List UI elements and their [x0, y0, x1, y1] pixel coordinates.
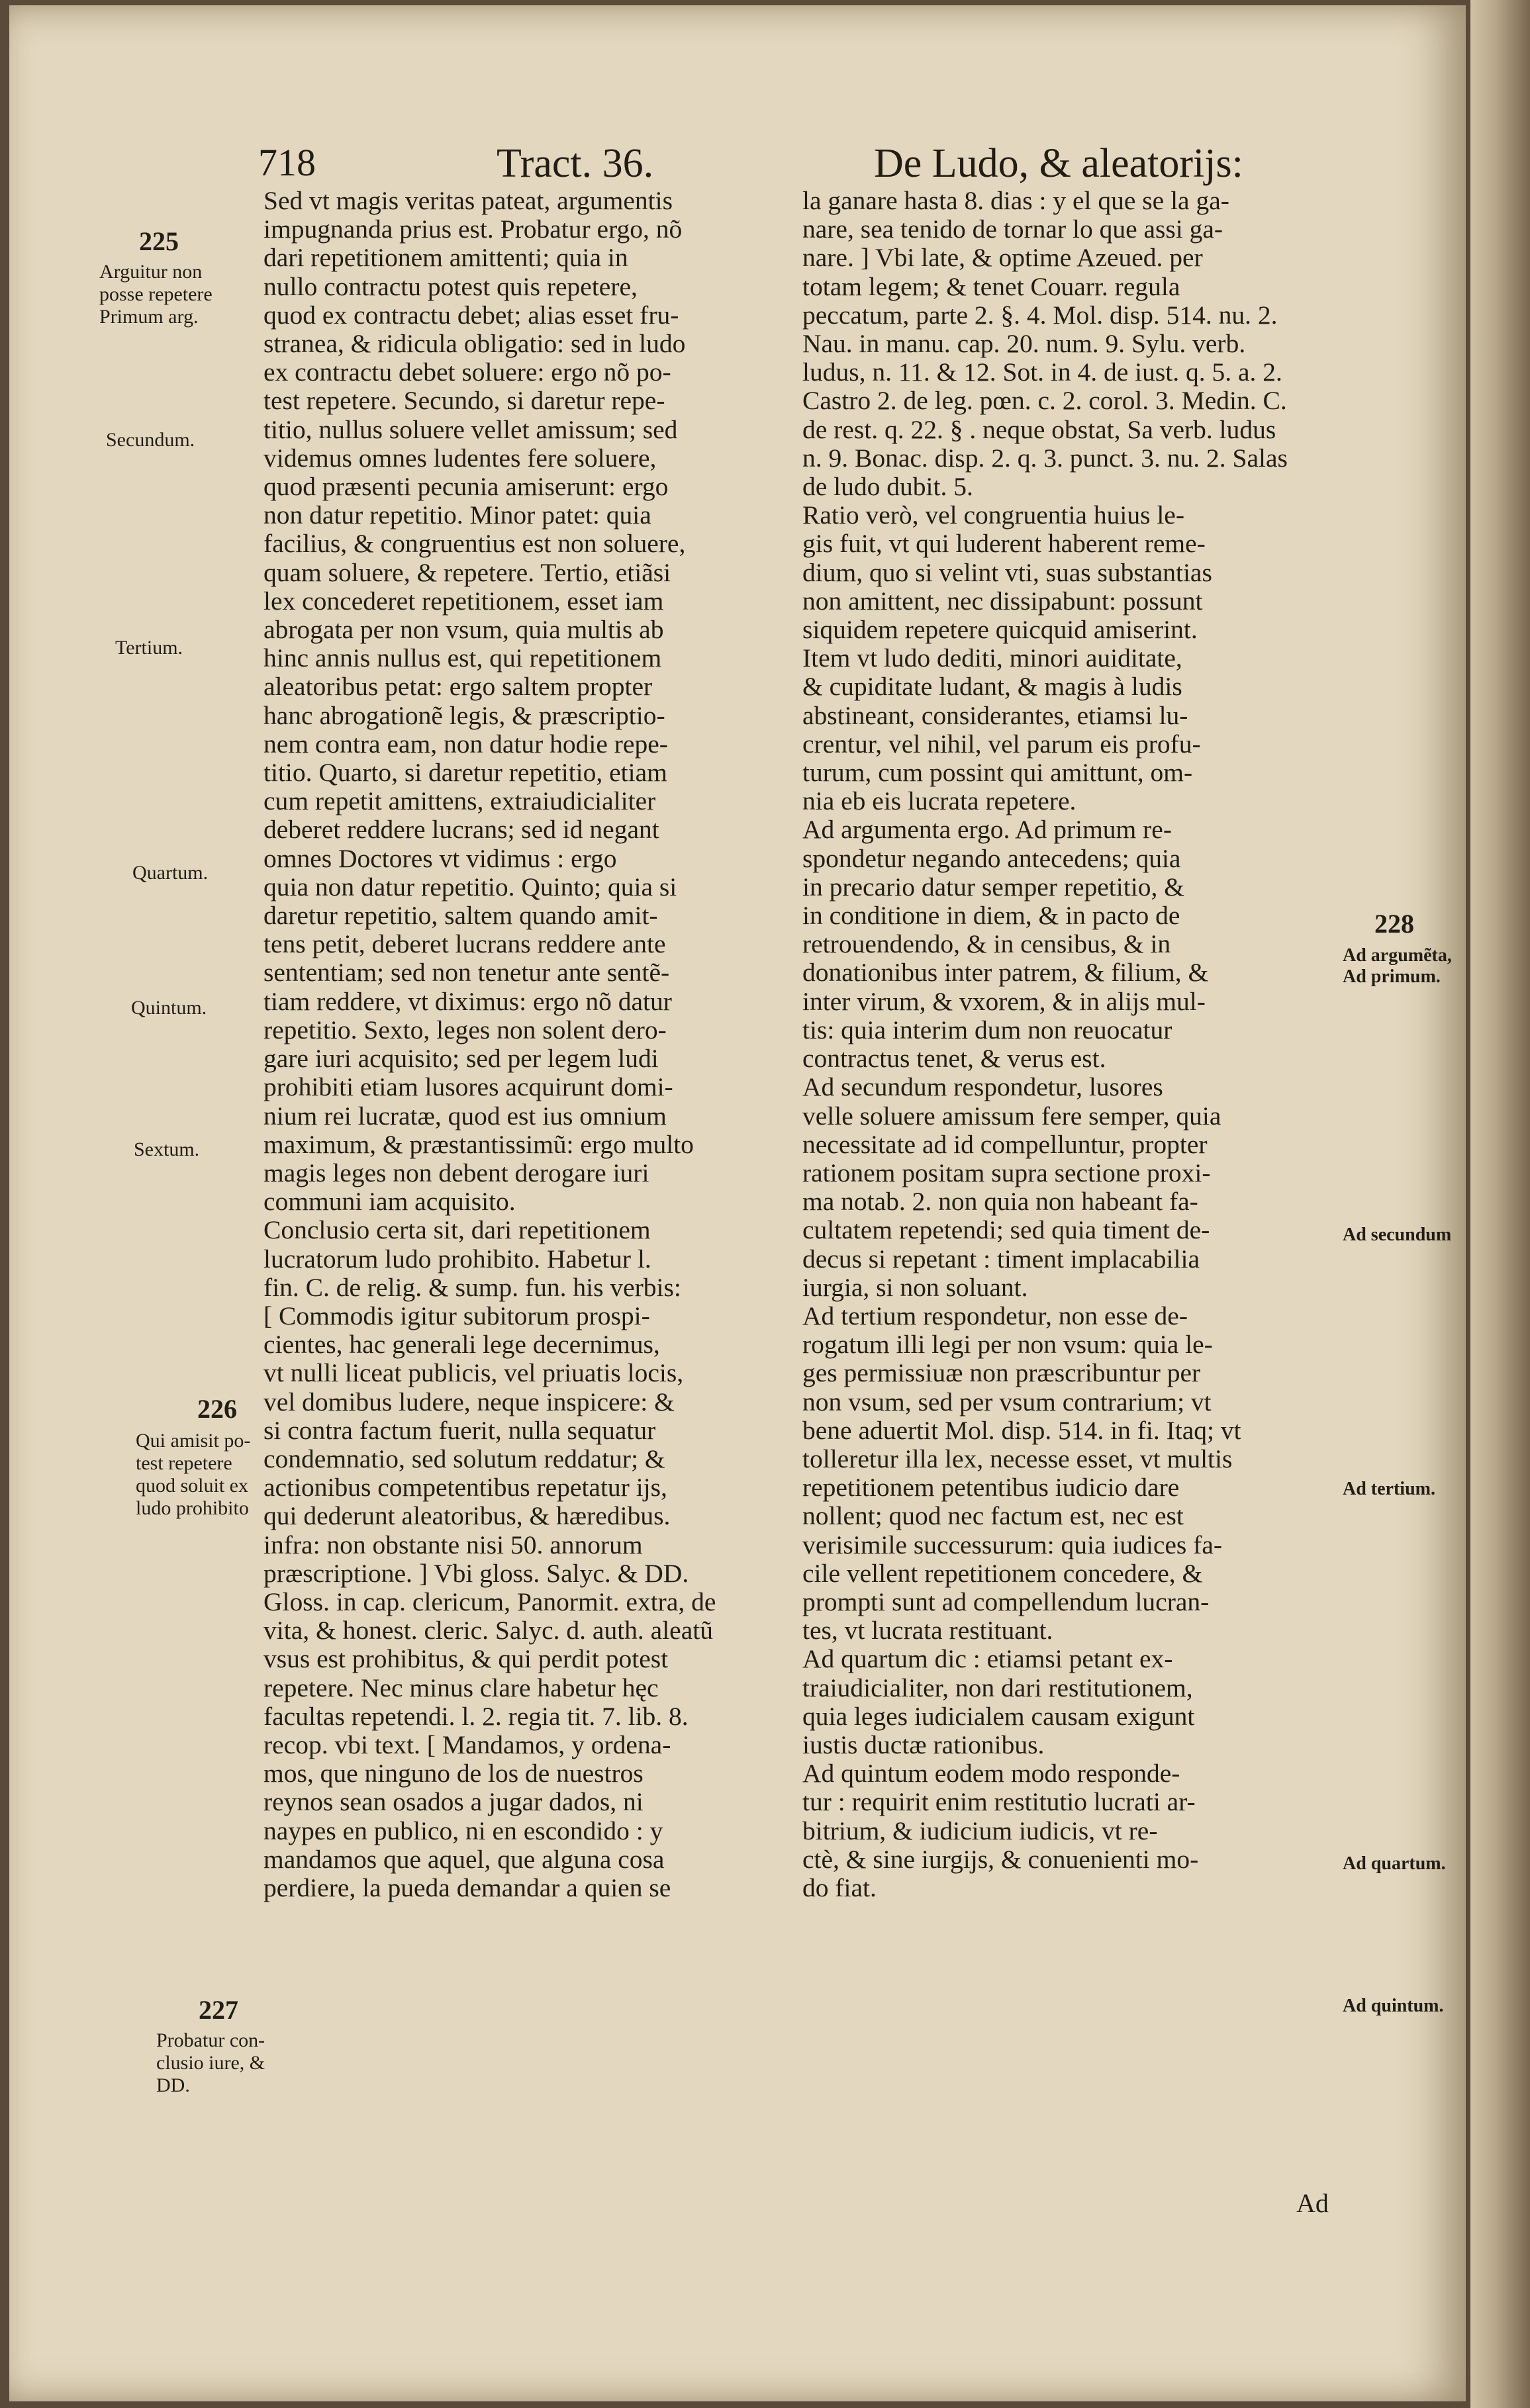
- text-line: præscriptione. ] Vbi gloss. Salyc. & DD.: [263, 1558, 689, 1588]
- text-line: Ad secundum respondetur, lusores: [802, 1072, 1163, 1102]
- text-line: totam legem; & tenet Couarr. regula: [802, 271, 1180, 301]
- margin-line: Qui amisit po-: [136, 1430, 251, 1452]
- text-line: lucratorum ludo prohibito. Habetur l.: [263, 1244, 651, 1273]
- text-line: rationem positam supra sectione proxi-: [802, 1158, 1211, 1187]
- margin-line: Probatur con-: [156, 2029, 265, 2051]
- margin-note-quartum: Quartum.: [132, 862, 209, 884]
- text-line: ex contractu debet soluere: ergo nõ po-: [263, 357, 671, 387]
- margin-note-tertium: Tertium.: [115, 637, 183, 659]
- catchword: Ad: [1296, 2188, 1329, 2218]
- text-line: Ad tertium respondetur, non esse de-: [802, 1301, 1188, 1330]
- text-line: peccatum, parte 2. §. 4. Mol. disp. 514. nu. 2.: [802, 300, 1278, 330]
- text-line: cile vellent repetitionem concedere, &: [802, 1558, 1203, 1588]
- text-line: ludus, n. 11. & 12. Sot. in 4. de iust. q. 5. a. 2.: [802, 357, 1282, 387]
- text-line: nare. ] Vbi late, & optime Azeued. per: [802, 243, 1203, 273]
- margin-note-arguitur: [99, 261, 255, 328]
- text-line: reynos sean osados a jugar dados, ni: [263, 1787, 644, 1817]
- text-line: facilius, & congruentius est non soluere,: [263, 529, 686, 559]
- text-line: vt nulli liceat publicis, vel priuatis locis,: [263, 1358, 684, 1388]
- text-line: cientes, hac generali lege decernimus,: [263, 1330, 660, 1360]
- text-line: Sed vt magis veritas pateat, argumentis: [263, 186, 673, 215]
- text-line: gis fuit, vt qui luderent haberent reme-: [802, 529, 1206, 559]
- text-line: non datur repetitio. Minor patet: quia: [263, 500, 651, 530]
- text-line: cum repetit amittens, extraiudicialiter: [263, 786, 656, 816]
- text-line: repetere. Nec minus clare habetur hęc: [263, 1673, 659, 1702]
- margin-note-ad-secundum: Ad secundum: [1343, 1225, 1452, 1245]
- margin-line: posse repetere: [99, 283, 213, 305]
- page-edge: [1470, 0, 1530, 2408]
- text-line: & cupiditate ludant, & magis à ludis: [802, 672, 1182, 702]
- margin-note-quintum: Quintum.: [131, 997, 207, 1019]
- text-line: mandamos que aquel, que alguna cosa: [263, 1844, 665, 1874]
- text-line: nullo contractu potest quis repetere,: [263, 271, 638, 301]
- text-line: vsus est prohibitus, & qui perdit potest: [263, 1644, 669, 1674]
- text-line: spondetur negando antecedens; quia: [802, 843, 1181, 873]
- text-line: tur : requirit enim restitutio lucrati ar-: [802, 1787, 1196, 1817]
- text-line: repetitionem petentibus iudicio dare: [802, 1473, 1180, 1503]
- margin-note-ad-quartum: Ad quartum.: [1343, 1853, 1446, 1874]
- text-line: titio, nullus soluere vellet amissum; sed: [263, 414, 678, 444]
- page-number: 718: [258, 141, 316, 184]
- text-line: perdiere, la pueda demandar a quien se: [263, 1873, 671, 1902]
- text-line: qui dederunt aleatoribus, & hæredibus.: [263, 1501, 671, 1531]
- text-line: tiam reddere, vt diximus: ergo nõ datur: [263, 986, 672, 1016]
- text-line: daretur repetitio, saltem quando amit-: [263, 901, 658, 931]
- text-line: si contra factum fuerit, nulla sequatur: [263, 1415, 656, 1445]
- text-line: non vsum, sed per vsum contrarium; vt: [802, 1387, 1212, 1416]
- running-title: De Ludo, & aleatorijs:: [874, 141, 1243, 186]
- text-line: rogatum illi legi per non vsum: quia le-: [802, 1330, 1213, 1360]
- text-line: hanc abrogationẽ legis, & præscriptio-: [263, 700, 665, 730]
- text-line: [ Commodis igitur subitorum prospi-: [263, 1301, 650, 1330]
- text-line: vita, & honest. cleric. Salyc. d. auth. aleatũ: [263, 1616, 713, 1645]
- text-line: fin. C. de relig. & sump. fun. his verbis:: [263, 1272, 681, 1302]
- text-line: in precario datur semper repetitio, &: [802, 872, 1184, 902]
- text-line: mos, que ninguno de los de nuestros: [263, 1759, 644, 1788]
- text-line: quod ex contractu debet; alias esset fru-: [263, 300, 679, 330]
- text-line: nare, sea tenido de tornar lo que assi ga-: [802, 214, 1223, 244]
- text-line: Ratio verò, vel congruentia huius le-: [802, 500, 1184, 530]
- text-line: verisimile successurum: quia iudices fa-: [802, 1530, 1223, 1559]
- text-line: tes, vt lucrata restituant.: [802, 1616, 1053, 1645]
- text-line: traiudicialiter, non dari restitutionem,: [802, 1673, 1193, 1702]
- text-line: in conditione in diem, & in pacto de: [802, 901, 1180, 931]
- text-line: Ad quartum dic : etiamsi petant ex-: [802, 1644, 1173, 1674]
- text-line: recop. vbi text. [ Mandamos, y ordena-: [263, 1730, 671, 1759]
- text-line: crentur, vel nihil, vel parum eis profu-: [802, 729, 1201, 759]
- margin-line: ludo prohibito: [136, 1497, 249, 1519]
- text-line: nium rei lucratæ, quod est ius omnium: [263, 1101, 667, 1131]
- text-line: lex concederet repetitionem, esset iam: [263, 586, 664, 616]
- margin-line: Primum arg.: [99, 306, 199, 328]
- text-line: facultas repetendi. l. 2. regia tit. 7. lib. 8.: [263, 1701, 689, 1731]
- text-line: maximum, & præstantissimũ: ergo multo: [263, 1129, 694, 1159]
- margin-line: DD.: [156, 2074, 190, 2096]
- text-line: titio. Quarto, si daretur repetitio, etiam: [263, 758, 667, 788]
- text-line: bitrium, & iudicium iudicis, vt re-: [802, 1816, 1158, 1845]
- text-line: ctè, & sine iurgijs, & conuenienti mo-: [802, 1844, 1199, 1874]
- text-line: quia non datur repetitio. Quinto; quia si: [263, 872, 677, 902]
- text-line: ges permissiuæ non præscribuntur per: [802, 1358, 1201, 1388]
- margin-number-225: 225: [139, 226, 179, 256]
- text-line: omnes Doctores vt vidimus : ergo: [263, 843, 617, 873]
- text-line: Ad argumenta ergo. Ad primum re-: [802, 815, 1172, 845]
- text-line: la ganare hasta 8. dias : y el que se la ga-: [802, 186, 1229, 215]
- text-line: impugnanda prius est. Probatur ergo, nõ: [263, 214, 683, 244]
- text-line: communi iam acquisito.: [263, 1187, 516, 1217]
- text-line: quia leges iudicialem causam exigunt: [802, 1701, 1195, 1731]
- text-line: abrogata per non vsum, quia multis ab: [263, 615, 664, 645]
- page-header: [258, 140, 1291, 193]
- text-line: decus si repetant : timent implacabilia: [802, 1244, 1200, 1273]
- text-line: iurgia, si non soluant.: [802, 1272, 1028, 1302]
- margin-note-probatur: [156, 2029, 312, 2097]
- text-line: bene aduertit Mol. disp. 514. in fi. Itaq; vt: [802, 1415, 1241, 1445]
- text-line: donationibus inter patrem, & filium, &: [802, 958, 1209, 988]
- text-line: Conclusio certa sit, dari repetitionem: [263, 1215, 651, 1245]
- margin-note-ad-quintum: Ad quintum.: [1343, 1996, 1444, 2016]
- margin-number-227: 227: [199, 1995, 238, 2025]
- text-line: iustis ductæ rationibus.: [802, 1730, 1045, 1759]
- margin-line: Ad primum.: [1343, 966, 1441, 987]
- text-line: inter virum, & vxorem, & in alijs mul-: [802, 986, 1206, 1016]
- text-line: deberet reddere lucrans; sed id negant: [263, 815, 659, 845]
- text-line: tolleretur illa lex, necesse esset, vt multis: [802, 1444, 1233, 1473]
- margin-line: clusio iure, &: [156, 2052, 265, 2074]
- text-line: quam soluere, & repetere. Tertio, etiãsi: [263, 557, 671, 587]
- text-line: prohibiti etiam lusores acquirunt domi-: [263, 1072, 673, 1102]
- text-line: Gloss. in cap. clericum, Panormit. extra, de: [263, 1587, 716, 1616]
- text-line: dium, quo si velint vti, suas substantias: [802, 557, 1212, 587]
- text-line: siquidem repetere quicquid amiserint.: [802, 615, 1198, 645]
- text-line: turum, cum possint qui amittunt, om-: [802, 758, 1193, 788]
- margin-note-ad-argumenta: [1343, 945, 1452, 988]
- left-text-column: [263, 187, 787, 1902]
- margin-line: Ad argumẽta,: [1343, 945, 1452, 966]
- text-line: velle soluere amissum fere semper, quia: [802, 1101, 1221, 1131]
- margin-number-228: 228: [1374, 909, 1414, 939]
- text-line: sententiam; sed non tenetur ante sentẽ-: [263, 958, 670, 988]
- text-line: quod præsenti pecunia amiserunt: ergo: [263, 472, 669, 502]
- text-line: vel domibus ludere, neque inspicere: &: [263, 1387, 675, 1416]
- margin-line: quod soluit ex: [136, 1475, 248, 1497]
- text-line: tis: quia interim dum non reuocatur: [802, 1015, 1172, 1044]
- text-line: Nau. in manu. cap. 20. num. 9. Sylu. verb.: [802, 329, 1246, 359]
- text-line: nollent; quod nec factum est, nec est: [802, 1501, 1184, 1531]
- right-text-column: [802, 187, 1339, 1902]
- text-line: gare iuri acquisito; sed per legem ludi: [263, 1044, 659, 1074]
- margin-line: Arguitur non: [99, 261, 203, 283]
- text-line: naypes en publico, ni en escondido : y: [263, 1816, 663, 1845]
- text-line: videmus omnes ludentes fere soluere,: [263, 443, 657, 473]
- text-line: tens petit, deberet lucrans reddere ante: [263, 929, 666, 959]
- margin-note-ad-tertium: Ad tertium.: [1343, 1479, 1435, 1499]
- text-line: condemnatio, sed solutum reddatur; &: [263, 1444, 665, 1473]
- text-line: de rest. q. 22. § . neque obstat, Sa verb. ludus: [802, 414, 1276, 444]
- text-line: ma notab. 2. non quia non habeant fa-: [802, 1187, 1198, 1217]
- text-line: de ludo dubit. 5.: [802, 472, 973, 502]
- text-line: contractus tenet, & verus est.: [802, 1044, 1106, 1074]
- text-line: repetitio. Sexto, leges non solent dero-: [263, 1015, 667, 1044]
- text-line: nem contra eam, non datur hodie repe-: [263, 729, 668, 759]
- text-line: retrouendendo, & in censibus, & in: [802, 929, 1171, 959]
- text-line: do fiat.: [802, 1873, 877, 1902]
- text-line: nia eb eis lucrata repetere.: [802, 786, 1076, 816]
- text-line: infra: non obstante nisi 50. annorum: [263, 1530, 643, 1559]
- text-line: Item vt ludo dediti, minori auiditate,: [802, 643, 1182, 673]
- text-line: stranea, & ridicula obligatio: sed in ludo: [263, 329, 686, 359]
- text-line: actionibus competentibus repetatur ijs,: [263, 1473, 667, 1503]
- text-line: Ad quintum eodem modo responde-: [802, 1759, 1180, 1788]
- text-line: non amittent, nec dissipabunt: possunt: [802, 586, 1203, 616]
- text-line: abstineant, considerantes, etiamsi lu-: [802, 700, 1188, 730]
- text-line: aleatoribus petat: ergo saltem propter: [263, 672, 653, 702]
- margin-note-qui-amisit: [136, 1430, 291, 1520]
- margin-line: test repetere: [136, 1452, 232, 1474]
- text-line: magis leges non debent derogare iuri: [263, 1158, 649, 1187]
- tract-heading: Tract. 36.: [497, 141, 654, 186]
- margin-note-secundum: Secundum.: [106, 429, 195, 451]
- text-line: test repetere. Secundo, si daretur repe-: [263, 386, 665, 416]
- text-line: n. 9. Bonac. disp. 2. q. 3. punct. 3. nu. 2. Salas: [802, 443, 1288, 473]
- text-line: prompti sunt ad compellendum lucran-: [802, 1587, 1210, 1616]
- margin-number-226: 226: [197, 1394, 237, 1424]
- text-line: hinc annis nullus est, qui repetitionem: [263, 643, 662, 673]
- text-line: cultatem repetendi; sed quia timent de-: [802, 1215, 1210, 1245]
- text-line: dari repetitionem amittenti; quia in: [263, 243, 628, 273]
- text-line: necessitate ad id compelluntur, propter: [802, 1129, 1208, 1159]
- margin-note-sextum: Sextum.: [134, 1138, 200, 1160]
- text-line: Castro 2. de leg. pœn. c. 2. corol. 3. Medin. C.: [802, 386, 1287, 416]
